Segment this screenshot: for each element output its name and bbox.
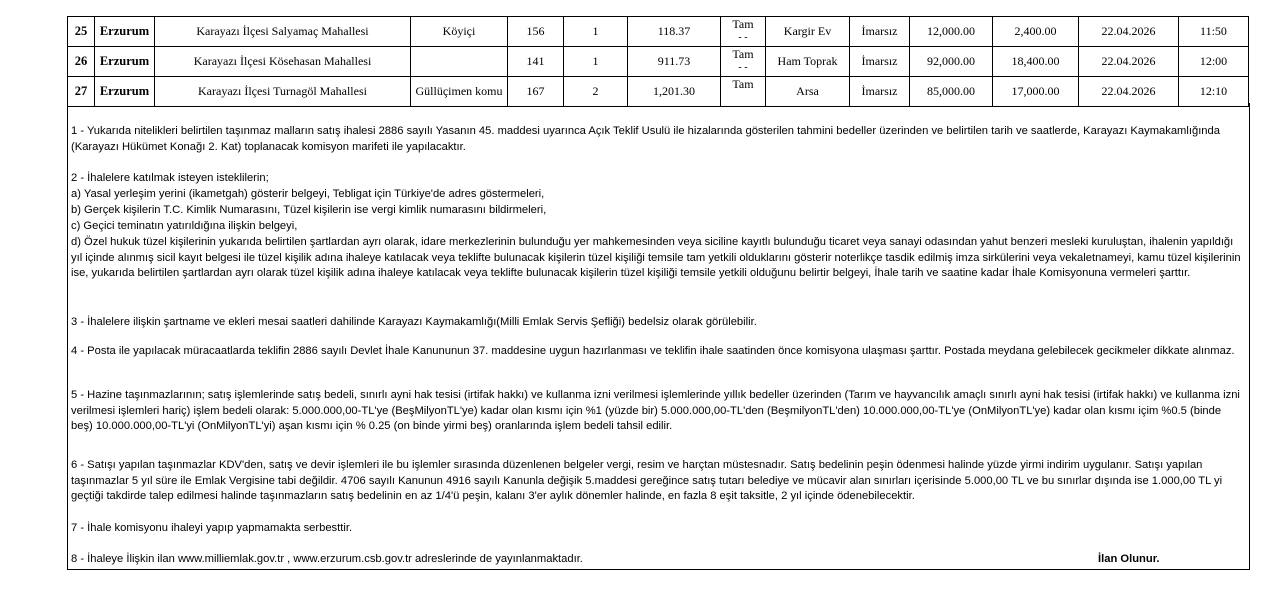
share-sub: - -: [738, 62, 748, 73]
city-cell: Erzurum: [95, 17, 155, 47]
property-type-cell: Ham Toprak: [766, 47, 850, 77]
auction-notice: [67, 0, 1249, 569]
share-label: Tam: [732, 77, 754, 91]
parcel-cell: 2: [564, 77, 628, 107]
table-row: [68, 47, 1249, 77]
date-cell: 22.04.2026: [1079, 47, 1179, 77]
location-cell: Karayazı İlçesi Kösehasan Mahallesi: [155, 47, 411, 77]
area-cell: 1,201.30: [628, 77, 721, 107]
note-4: 4 - Posta ile yapılacak müracaatlarda teklifin 2886 sayılı Devlet İhale Kanununun 37. maddesine uygun hazırlanması ve teklifin ihale saatinden önce komisyona ulaşması şarttır. Postada meydana gelebilecek gecikmeler dikkate alınmaz.: [71, 345, 1235, 357]
zoning-cell: İmarsız: [850, 47, 910, 77]
note-1: 1 - Yukarıda nitelikleri belirtilen taşınmaz malların satış ihalesi 2886 sayılı Yasanın 45. maddesi uyarınca Açık Teklif Usulü ile hizalarında gösterilen tahmini bedeller üzerinden ve belirtilen tarih ve saatlerde, Karayazı Kaymakamlığında (Karayazı Hükümet Konağı 2. Kat) toplanacak komisyon marifeti ile yapılacaktır.: [71, 125, 1220, 153]
note-7: 7 - İhale komisyonu ihaleyi yapıp yapmamakta serbesttir.: [71, 522, 353, 534]
deposit-cell: 17,000.00: [993, 77, 1079, 107]
table-row: [68, 77, 1249, 107]
closing-sign: İlan Olunur.: [1098, 553, 1160, 565]
share-cell: [721, 17, 766, 47]
property-type-cell: Arsa: [766, 77, 850, 107]
city-cell: Erzurum: [95, 47, 155, 77]
block-cell: 141: [508, 47, 564, 77]
share-cell: [721, 47, 766, 77]
block-cell: 156: [508, 17, 564, 47]
share-label: Tam: [732, 17, 754, 31]
zoning-cell: İmarsız: [850, 77, 910, 107]
locality-cell: [411, 47, 508, 77]
price-cell: 12,000.00: [910, 17, 993, 47]
note-6: 6 - Satışı yapılan taşınmazlar KDV'den, satış ve devir işlemleri ile bu işlemler sırasında düzenlenen belgeler vergi, resim ve harçtan müstesnadır. Satış bedelinin peşin ödenmesi halinde yüzde yirmi indirim uygulanır. Satışı yapılan taşınmazlar 5 yıl süre ile Emlak Vergisine tabi değildir. 4706 sayılı Kanunun 4916 sayılı Kanunla değişik 5.maddesi gereğince satış tutarı belediye ve mücavir alan sınırları içerisinde 5.000,00 TL ve bu sınırlar dışında ise 1.000,00 TL yi geçtiği takdirde talep edilmesi halinde taşınmazların satış bedelinin en az 1/4'ü peşin, kalanı 3'er aylık dönemler halinde, en fazla 8 eşit taksitle, 2 yıl içinde ödenebilecektir.: [71, 459, 1223, 503]
locality-cell: Köyiçi: [411, 17, 508, 47]
share-cell: [721, 77, 766, 107]
time-cell: 12:00: [1179, 47, 1249, 77]
deposit-cell: 18,400.00: [993, 47, 1079, 77]
table-row: [68, 17, 1249, 47]
conditions-section: [67, 103, 1250, 570]
time-cell: 12:10: [1179, 77, 1249, 107]
note-3: 3 - İhalelere ilişkin şartname ve ekleri mesai saatleri dahilinde Karayazı Kaymakamlığı(Milli Emlak Servis Şefliği) bedelsiz olarak görülebilir.: [71, 316, 757, 328]
note-2-d: d) Özel hukuk tüzel kişilerinin yukarıda belirtilen şartlardan ayrı olarak, idare merkezlerinin bulunduğu yer mahkemesinden veya siciline kayıtlı bulunduğu ticaret veya sanayi odasından yahut benzeri mesleki kuruluştan, ihalenin yapıldığı yıl içinde alınmış sicil kayıt belgesi ile tüzel kişilik adına ihaleye katılacak veya teklifte bulunacak kişilerin tüzel kişiliği temsile tam yetkili olduklarını gösterir noterlikçe tasdik edilmiş imza sirkülerini veya vekaletnameyi, kamu tüzel kişilerinin ise, yukarıda belirtilen şartlardan ayrı olarak tüzel kişilik adına ihaleye katılacak veya teklifte bulunacak kişilerin tüzel kişiliği temsile yetkili olduğunu belirtir belgeyi, İhale tarih ve saatine kadar İhale Komisyonuna vermeleri şarttır.: [71, 236, 1241, 280]
block-cell: 167: [508, 77, 564, 107]
parcel-cell: 1: [564, 17, 628, 47]
lot-number: 25: [68, 17, 95, 47]
share-sub: - -: [738, 32, 748, 43]
area-cell: 911.73: [628, 47, 721, 77]
lot-number: 27: [68, 77, 95, 107]
note-2-b: b) Gerçek kişilerin T.C. Kimlik Numarasını, Tüzel kişilerin ise vergi kimlik numarasını bildirmeleri,: [71, 204, 547, 216]
date-cell: 22.04.2026: [1079, 17, 1179, 47]
note-8: 8 - İhaleye İlişkin ilan www.milliemlak.gov.tr , www.erzurum.csb.gov.tr adreslerinde de yayınlanmaktadır.: [71, 553, 583, 565]
price-cell: 92,000.00: [910, 47, 993, 77]
share-label: Tam: [732, 47, 754, 61]
area-cell: 118.37: [628, 17, 721, 47]
location-cell: Karayazı İlçesi Turnagöl Mahallesi: [155, 77, 411, 107]
note-2-a: a) Yasal yerleşim yerini (ikametgah) gösterir belgeyi, Tebligat için Türkiye'de adres göstermeleri,: [71, 188, 545, 200]
zoning-cell: İmarsız: [850, 17, 910, 47]
note-2-c: c) Geçici teminatın yatırıldığına ilişkin belgeyi,: [71, 220, 298, 232]
table-body: [68, 17, 1249, 107]
parcel-cell: 1: [564, 47, 628, 77]
date-cell: 22.04.2026: [1079, 77, 1179, 107]
price-cell: 85,000.00: [910, 77, 993, 107]
property-type-cell: Kargir Ev: [766, 17, 850, 47]
note-2-intro: 2 - İhalelere katılmak isteyen isteklilerin;: [71, 172, 269, 184]
note-5: 5 - Hazine taşınmazlarının; satış işlemlerinde satış bedeli, sınırlı ayni hak tesisi (irtifak hakkı) ve kullanma izni verilmesi işlemlerinde yıllık bedeller üzerinden (Tarım ve hayvancılık amaçlı sınırlı ayni hak tesisi (irtifak hakkı) ve kullanma izni verilmesi işlemleri hariç) işlem bedeli olarak: 5.000.000,00-TL'ye (BeşMilyonTL'ye) kadar olan kısmı için %1 (yüzde bir) 5.000.000,00-TL'den (BeşmilyonTL'den) 10.000.000,00-TL'ye (OnMilyonTL'ye) kadar olan kısmı içim %0.5 (binde beş) 10.000.000,00-TL'yi (OnMilyonTL'yi) aşan kısmı için % 0.25 (on binde yirmi beş) oranlarında işlem bedeli tahsil edilir.: [71, 389, 1240, 433]
deposit-cell: 2,400.00: [993, 17, 1079, 47]
locality-cell: Güllüçimen komu: [411, 77, 508, 107]
city-cell: Erzurum: [95, 77, 155, 107]
property-table: [67, 16, 1249, 107]
location-cell: Karayazı İlçesi Salyamaç Mahallesi: [155, 17, 411, 47]
lot-number: 26: [68, 47, 95, 77]
time-cell: 11:50: [1179, 17, 1249, 47]
